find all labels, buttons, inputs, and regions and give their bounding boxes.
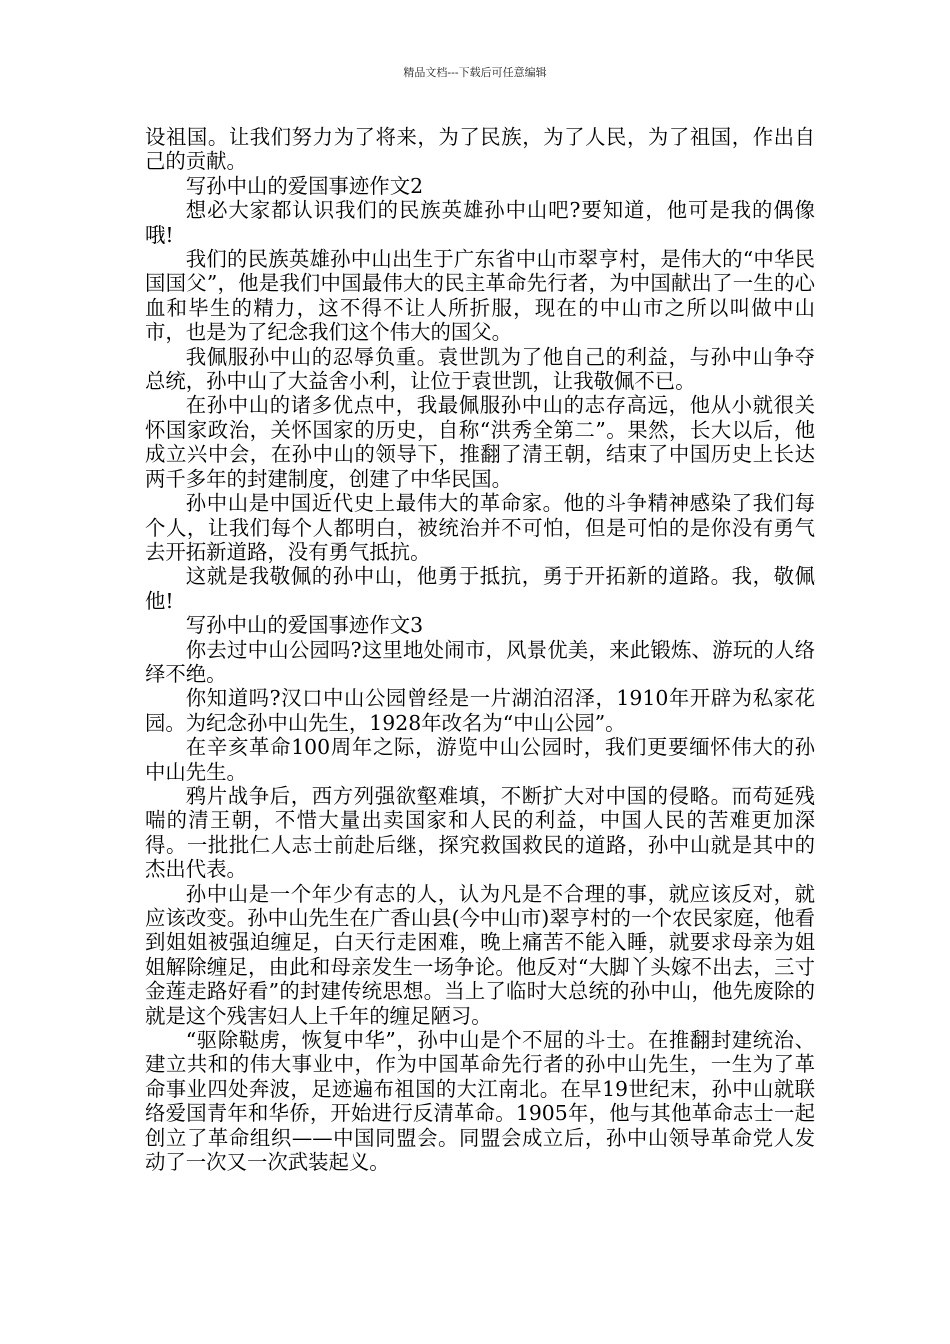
- paragraph: 在孙中山的诸多优点中，我最佩服孙中山的志存高远，他从小就很关怀国家政治，关怀国家的历史，自称“洪秀全第二”。果然，长大以后，他成立兴中会，在孙中山的领导下，推翻了清王朝，结束了中国历史上长达两千多年的封建制度，创建了中华民国。: [145, 393, 815, 491]
- document-body: [145, 125, 815, 1174]
- paragraph: 我们的民族英雄孙中山出生于广东省中山市翠亨村，是伟大的“中华民国国父”，他是我们中国最伟大的民主革命先行者，为中国献出了一生的心血和毕生的精力，这不得不让人所折服，现在的中山市之所以叫做中山市，也是为了纪念我们这个伟大的国父。: [145, 247, 815, 345]
- paragraph: 我佩服孙中山的忍辱负重。袁世凯为了他自己的利益，与孙中山争夺总统，孙中山了大益舍小利，让位于袁世凯，让我敬佩不已。: [145, 344, 815, 394]
- paragraph: 这就是我敬佩的孙中山，他勇于抵抗，勇于开拓新的道路。我，敬佩他!: [145, 564, 815, 613]
- section-heading: 写孙中山的爱国事迹作文3: [185, 613, 424, 638]
- paragraph: “驱除鞑虏，恢复中华”，孙中山是个不屈的斗士。在推翻封建统治、建立共和的伟大事业中，作为中国革命先行者的孙中山先生，一生为了革命事业四处奔波，足迹遍布祖国的大江南北。在早19世纪末，孙中山就联络爱国青年和华侨，开始进行反清革命。1905年，他与其他革命志士一起创立了革命组织——中国同盟会。同盟会成立后，孙中山领导革命党人发动了一次又一次武装起义。: [145, 1028, 815, 1175]
- paragraph: 想必大家都认识我们的民族英雄孙中山吧?要知道，他可是我的偶像哦!: [145, 198, 815, 247]
- paragraph: 设祖国。让我们努力为了将来，为了民族，为了人民，为了祖国，作出自己的贡献。: [145, 125, 815, 174]
- section-heading: 写孙中山的爱国事迹作文2: [185, 173, 424, 198]
- paragraph: 孙中山是中国近代史上最伟大的革命家。他的斗争精神感染了我们每个人，让我们每个人都明白，被统治并不可怕，但是可怕的是你没有勇气去开拓新道路，没有勇气抵抗。: [145, 491, 815, 564]
- paragraph: 鸦片战争后，西方列强欲壑难填，不断扩大对中国的侵略。而苟延残喘的清王朝，不惜大量出卖国家和人民的利益，中国人民的苦难更加深得。一批批仁人志士前赴后继，探究救国救民的道路，孙中山就是其中的杰出代表。: [145, 783, 815, 882]
- paragraph: 你去过中山公园吗?这里地处闹市，风景优美，来此锻炼、游玩的人络绎不绝。: [145, 637, 815, 686]
- paragraph: 孙中山是一个年少有志的人，认为凡是不合理的事，就应该反对，就应该改变。孙中山先生在广香山县(今中山市)翠亨村的一个农民家庭，他看到姐姐被强迫缠足，白天行走困难，晚上痛苦不能入睡，就要求母亲为姐姐解除缠足，由此和母亲发生一场争论。他反对“大脚丫头嫁不出去，三寸金莲走路好看”的封建传统思想。当上了临时大总统的孙中山，他先废除的就是这个残害妇人上千年的缠足陋习。: [145, 881, 815, 1028]
- paragraph: 在辛亥革命100周年之际，游览中山公园时，我们更要缅怀伟大的孙中山先生。: [145, 735, 815, 784]
- paragraph: 你知道吗?汉口中山公园曾经是一片湖泊沼泽，1910年开辟为私家花园。为纪念孙中山先生，1928年改名为“中山公园”。: [145, 686, 815, 735]
- page-header: 精品文档---下载后可任意编辑: [403, 66, 547, 79]
